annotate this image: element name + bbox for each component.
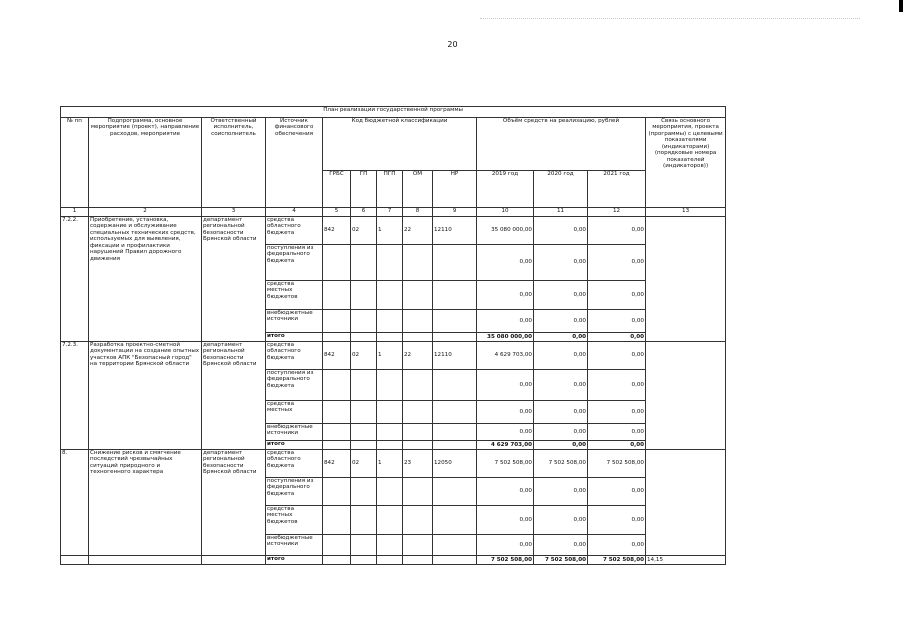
funding-source: средства местных [266,401,323,424]
scan-mark [899,0,903,12]
empty-cell [433,281,477,310]
empty-cell [433,535,477,556]
funding-source-total: итого [266,556,323,565]
empty-cell [377,535,403,556]
code-grbs: 842 [323,217,351,245]
amount-2021: 0,00 [588,245,646,281]
empty-cell [323,441,351,450]
table-row [61,217,726,245]
code-grbs: 842 [323,450,351,478]
empty-cell [323,401,351,424]
amount-2019: 0,00 [477,245,534,281]
empty-cell [323,310,351,333]
empty-cell [377,401,403,424]
header-subprogram: Подпрограмма, основное мероприятие (проект), направление расходов, мероприятие [89,118,202,208]
amount-2021: 0,00 [588,370,646,401]
empty-cell [323,424,351,441]
empty-cell [323,556,351,565]
amount-2019: 0,00 [477,535,534,556]
column-number: 4 [266,208,323,217]
total-2020: 7 502 508,00 [534,556,588,565]
column-number: 13 [646,208,726,217]
empty-cell [351,556,377,565]
section-number: 7.2.2. [61,217,89,342]
column-number: 8 [403,208,433,217]
amount-2021: 0,00 [588,506,646,535]
empty-cell [202,556,266,565]
funding-source: поступления из федерального бюджета [266,245,323,281]
amount-2019: 0,00 [477,506,534,535]
empty-cell [377,310,403,333]
empty-cell [89,556,202,565]
code-pgp: 1 [377,342,403,370]
amount-2020: 0,00 [534,342,588,370]
column-number: 2 [89,208,202,217]
empty-cell [433,310,477,333]
empty-cell [377,370,403,401]
empty-cell [377,245,403,281]
code-om: 22 [403,342,433,370]
empty-cell [433,478,477,506]
table-row [61,450,726,478]
empty-cell [377,478,403,506]
empty-cell [403,441,433,450]
empty-cell [61,556,89,565]
indicator-link: 14,15 [646,556,726,565]
amount-2020: 0,00 [534,535,588,556]
empty-cell [646,450,726,556]
funding-source: средства местных бюджетов [266,506,323,535]
header-2021: 2021 год [588,171,646,208]
empty-cell [323,478,351,506]
empty-cell [377,506,403,535]
funding-source: внебюджетные источники [266,535,323,556]
header-nr: НР [433,171,477,208]
total-2019: 7 502 508,00 [477,556,534,565]
section-executor: департамент региональной безопасности Брянской области [202,217,266,342]
indicator-link [646,342,726,450]
section-name: Снижение рисков и смягчение последствий чрезвычайных ситуаций природного и техногенного характера [89,450,202,556]
column-number: 9 [433,208,477,217]
header-pgp: ПГП [377,171,403,208]
header-source: Источник финансового обеспечения [266,118,323,208]
amount-2020: 0,00 [534,478,588,506]
funding-source: поступления из федерального бюджета [266,370,323,401]
empty-cell [351,441,377,450]
funding-source: внебюджетные источники [266,310,323,333]
code-nr: 12050 [433,450,477,478]
column-number: 6 [351,208,377,217]
amount-2019: 0,00 [477,478,534,506]
code-pgp: 1 [377,217,403,245]
column-number: 7 [377,208,403,217]
amount-2019: 0,00 [477,370,534,401]
funding-source: средства местных бюджетов [266,281,323,310]
funding-source: средства областного бюджета [266,342,323,370]
column-number: 10 [477,208,534,217]
amount-2019: 0,00 [477,310,534,333]
empty-cell [351,310,377,333]
empty-cell [351,506,377,535]
column-numbers-row [61,208,726,217]
section-name: Разработка проектно-сметной документации на создание опытных участков АПК "Безопасный город" на территории Брянской области [89,342,202,450]
amount-2021: 0,00 [588,535,646,556]
empty-cell [323,245,351,281]
empty-cell [433,424,477,441]
empty-cell [403,281,433,310]
header-num: № пп [61,118,89,208]
total-2020: 0,00 [534,441,588,450]
column-number: 5 [323,208,351,217]
empty-cell [433,506,477,535]
empty-cell [433,245,477,281]
code-gp: 02 [351,217,377,245]
section-number: 8. [61,450,89,556]
empty-cell [323,370,351,401]
amount-2019: 0,00 [477,401,534,424]
code-gp: 02 [351,342,377,370]
column-number: 1 [61,208,89,217]
header-grbs: ГРБС [323,171,351,208]
amount-2020: 0,00 [534,245,588,281]
empty-cell [403,310,433,333]
amount-2020: 0,00 [534,310,588,333]
empty-cell [377,333,403,342]
amount-2021: 0,00 [588,342,646,370]
total-2021: 0,00 [588,333,646,342]
amount-2020: 0,00 [534,424,588,441]
table-caption: План реализации государственной программы [61,107,726,118]
header-budget-code: Код бюджетной классификации [323,118,477,171]
empty-cell [351,401,377,424]
header-om: ОМ [403,171,433,208]
code-grbs: 842 [323,342,351,370]
amount-2021: 0,00 [588,478,646,506]
amount-2020: 0,00 [534,217,588,245]
empty-cell [433,333,477,342]
indicator-link [646,217,726,342]
empty-cell [323,506,351,535]
column-number: 11 [534,208,588,217]
amount-2021: 0,00 [588,310,646,333]
amount-2021: 7 502 508,00 [588,450,646,478]
code-pgp: 1 [377,450,403,478]
total-2021: 7 502 508,00 [588,556,646,565]
empty-cell [377,424,403,441]
empty-cell [433,441,477,450]
funding-source: средства областного бюджета [266,450,323,478]
amount-2021: 0,00 [588,424,646,441]
funding-source: поступления из федерального бюджета [266,478,323,506]
empty-cell [351,245,377,281]
section-executor: департамент региональной безопасности Брянской области [202,342,266,450]
table-row [61,342,726,370]
code-nr: 12110 [433,342,477,370]
scan-artifact-dots [480,18,860,19]
amount-2019: 0,00 [477,281,534,310]
column-number: 3 [202,208,266,217]
empty-cell [403,478,433,506]
header-volume: Объём средств на реализацию, рублей [477,118,646,171]
amount-2019: 35 080 000,00 [477,217,534,245]
empty-cell [351,424,377,441]
empty-cell [323,281,351,310]
amount-2019: 0,00 [477,424,534,441]
empty-cell [377,281,403,310]
funding-source: средства областного бюджета [266,217,323,245]
empty-cell [323,535,351,556]
column-number: 12 [588,208,646,217]
total-row [61,556,726,565]
amount-2020: 0,00 [534,281,588,310]
amount-2020: 7 502 508,00 [534,450,588,478]
total-2021: 0,00 [588,441,646,450]
empty-cell [403,424,433,441]
amount-2021: 0,00 [588,401,646,424]
amount-2020: 0,00 [534,506,588,535]
amount-2021: 0,00 [588,217,646,245]
header-2019: 2019 год [477,171,534,208]
empty-cell [377,441,403,450]
section-number: 7.2.3. [61,342,89,450]
code-gp: 02 [351,450,377,478]
empty-cell [351,333,377,342]
empty-cell [433,401,477,424]
amount-2020: 0,00 [534,401,588,424]
empty-cell [403,506,433,535]
amount-2019: 7 502 508,00 [477,450,534,478]
header-gp: ГП [351,171,377,208]
total-2020: 0,00 [534,333,588,342]
amount-2020: 0,00 [534,370,588,401]
empty-cell [403,245,433,281]
section-executor: департамент региональной безопасности Брянской области [202,450,266,556]
empty-cell [403,401,433,424]
empty-cell [351,370,377,401]
code-om: 23 [403,450,433,478]
empty-cell [351,478,377,506]
amount-2021: 0,00 [588,281,646,310]
empty-cell [403,333,433,342]
empty-cell [433,556,477,565]
empty-cell [433,370,477,401]
code-om: 22 [403,217,433,245]
funding-source-total: итого [266,333,323,342]
empty-cell [403,370,433,401]
header-2020: 2020 год [534,171,588,208]
total-2019: 35 080 000,00 [477,333,534,342]
empty-cell [351,535,377,556]
funding-source-total: итого [266,441,323,450]
header-link: Связь основного мероприятия, проекта (программы) с целевыми показателями (индикаторами) (порядковые номера показателей (индикаторов)) [646,118,726,208]
empty-cell [403,556,433,565]
empty-cell [377,556,403,565]
amount-2019: 4 629 703,00 [477,342,534,370]
program-plan-table [60,106,726,565]
empty-cell [351,281,377,310]
header-executor: Ответственный исполнитель, соисполнитель [202,118,266,208]
code-nr: 12110 [433,217,477,245]
funding-source: внебюджетные источники [266,424,323,441]
total-2019: 4 629 703,00 [477,441,534,450]
empty-cell [403,535,433,556]
empty-cell [323,333,351,342]
page-number: 20 [447,40,458,49]
section-name: Приобретение, установка, содержание и обслуживание специальных технических средств, используемых для выявления, фиксации и профилактики нарушений Правил дорожного движения [89,217,202,342]
